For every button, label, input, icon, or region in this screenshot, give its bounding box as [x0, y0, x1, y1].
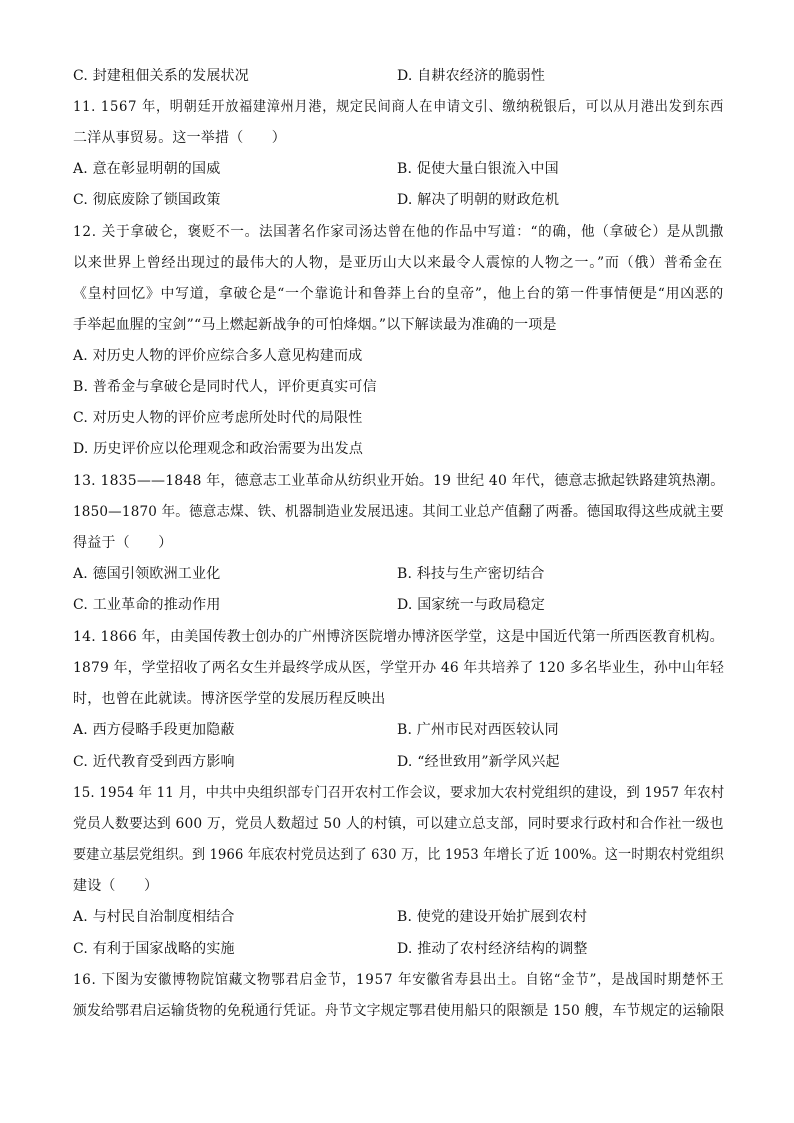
q12-option-d: D. 历史评价应以伦理观念和政治需要为出发点 [73, 441, 364, 457]
q14-option-c: C. 近代教育受到西方影响 [73, 754, 235, 770]
q15-stem-line-2: 党员人数要达到 600 万，党员人数超过 50 人的村镇，可以建立总支部，同时要求行政村和合作社一级也 [73, 816, 724, 832]
q14-stem-line-3: 时，也曾在此就读。博济医学堂的发展历程反映出 [73, 691, 386, 707]
q15-stem-line-4: 建设（ ） [73, 878, 159, 894]
q12-stem-line-3: 《皇村回忆》中写道，拿破仑是“一个靠诡计和鲁莽上台的皇帝”，他上台的第一件事情便是“用凶恶的 [73, 286, 725, 302]
q12-option-a: A. 对历史人物的评价应综合多人意见构建而成 [73, 348, 363, 364]
q13-option-b: B. 科技与生产密切结合 [397, 566, 545, 582]
q10-option-d: D. 自耕农经济的脆弱性 [397, 68, 546, 84]
q15-option-a: A. 与村民自治制度相结合 [73, 909, 235, 925]
q12-option-c: C. 对历史人物的评价应考虑所处时代的局限性 [73, 410, 363, 426]
q16-stem-line-2: 颁发给鄂君启运输货物的免税通行凭证。舟节文字规定鄂君使用船只的限额是 150 艘，车节规定的运输限 [73, 1003, 725, 1019]
q11-option-b: B. 促使大量白银流入中国 [397, 161, 559, 177]
q15-option-b: B. 使党的建设开始扩展到农村 [397, 909, 588, 925]
q14-option-d: D. “经世致用”新学风兴起 [397, 754, 560, 770]
q14-stem-line-1: 14. 1866 年，由美国传教士创办的广州博济医院增办博济医学堂，这是中国近代第一所西医教育机构。 [73, 629, 724, 645]
q11-stem-line-2: 二洋从事贸易。这一举措（ ） [73, 130, 286, 146]
q13-stem-line-2: 1850—1870 年。德意志煤、铁、机器制造业发展迅速。其间工业总产值翻了两番。德国取得这些成就主要 [73, 504, 724, 520]
q12-stem-line-1: 12. 关于拿破仑，褒贬不一。法国著名作家司汤达曾在他的作品中写道：“的确，他（拿破仑）是从凯撒 [73, 224, 724, 240]
q11-option-a: A. 意在彰显明朝的国威 [73, 161, 221, 177]
q15-stem-line-1: 15. 1954 年 11 月，中共中央组织部专门召开农村工作会议，要求加大农村党组织的建设，到 1957 年农村 [73, 785, 725, 801]
q12-stem-line-2: 以来世界上曾经出现过的最伟大的人物，是亚历山大以来最令人震惊的人物之一。”而（俄）普希金在 [73, 255, 723, 271]
q13-option-a: A. 德国引领欧洲工业化 [73, 566, 221, 582]
q10-option-c: C. 封建租佃关系的发展状况 [73, 68, 249, 84]
q11-option-c: C. 彻底废除了锁国政策 [73, 192, 221, 208]
q12-option-b: B. 普希金与拿破仑是同时代人，评价更真实可信 [73, 379, 377, 395]
q13-option-c: C. 工业革命的推动作用 [73, 597, 221, 613]
q13-option-d: D. 国家统一与政局稳定 [397, 597, 546, 613]
q14-option-a: A. 西方侵略手段更加隐蔽 [73, 722, 235, 738]
q14-stem-line-2: 1879 年，学堂招收了两名女生并最终学成从医，学堂开办 46 年共培养了 120 多名毕业生，孙中山年轻 [73, 660, 725, 676]
q11-option-d: D. 解决了明朝的财政危机 [397, 192, 560, 208]
q14-option-b: B. 广州市民对西医较认同 [397, 722, 559, 738]
q11-stem-line-1: 11. 1567 年，明朝廷开放福建漳州月港，规定民间商人在申请文引、缴纳税银后，可以从月港出发到东西 [73, 99, 725, 115]
q13-stem-line-3: 得益于（ ） [73, 535, 173, 551]
q12-stem-line-4: 手举起血腥的宝剑”“马上燃起新战争的可怕烽烟。”以下解读最为准确的一项是 [73, 317, 557, 333]
q15-stem-line-3: 要建立基层党组织。到 1966 年底农村党员达到了 630 万，比 1953 年增长了近 100%。这一时期农村党组织 [73, 847, 724, 863]
q15-option-c: C. 有利于国家战略的实施 [73, 941, 235, 957]
q13-stem-line-1: 13. 1835——1848 年，德意志工业革命从纺织业开始。19 世纪 40 年代，德意志掀起铁路建筑热潮。 [73, 473, 725, 489]
q16-stem-line-1: 16. 下图为安徽博物院馆藏文物鄂君启金节，1957 年安徽省寿县出土。自铭“金节”，是战国时期楚怀王 [73, 972, 725, 988]
q15-option-d: D. 推动了农村经济结构的调整 [397, 941, 588, 957]
